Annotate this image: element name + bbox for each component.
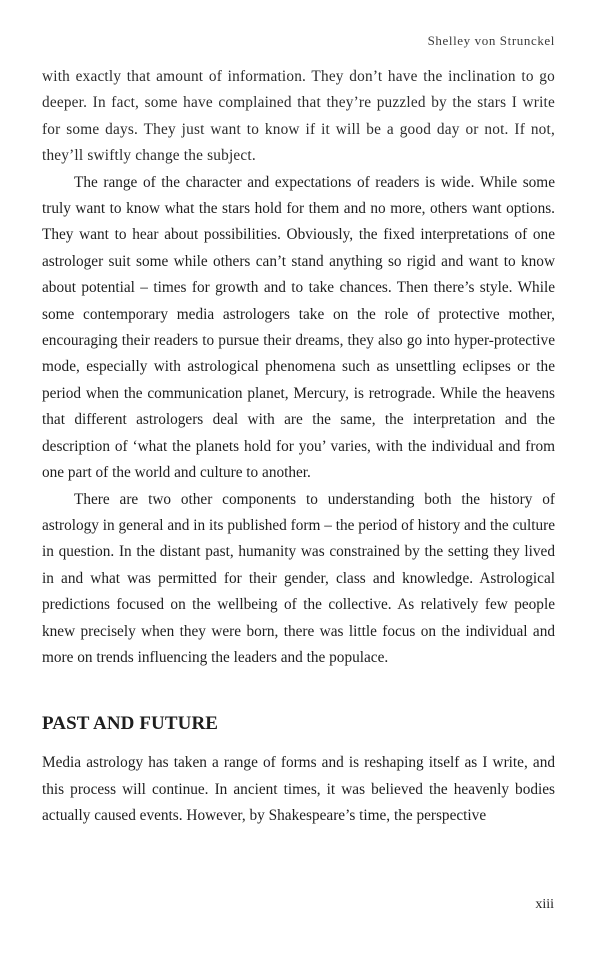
page-number: xiii bbox=[535, 897, 554, 912]
page-body bbox=[42, 64, 555, 830]
paragraph: The range of the character and expectations of readers is wide. While some truly want to know what the stars hold for them and no more, others want options. They want to hear about possibilities. Obviously, the fixed interpretations of one astrologer suit some while others can’t stand anything so rigid and want to know about potential – times for growth and to take chances. Then there’s style. While some contemporary media astrologers take on the role of protective mother, encouraging their readers to pursue their dreams, they also go into hyper-protective mode, especially with astrological phenomena such as unsettling eclipses or the period when the communication planet, Mercury, is retrograde. While the heavens that different astrologers deal with are the same, the interpretation and the description of ‘what the planets hold for you’ varies, with the individual and from one part of the world and culture to another. bbox=[42, 173, 555, 482]
section-paragraph: Media astrology has taken a range of forms and is reshaping itself as I write, and this process will continue. In ancient times, it was believed the heavenly bodies actually caused events. However, by Shakespeare’s time, the perspective bbox=[42, 754, 555, 825]
paragraph: There are two other components to understanding both the history of astrology in general and in its published form – the period of history and the culture in question. In the distant past, humanity was constrained by the setting they lived in and what was permitted for their gender, class and knowledge. Astrological predictions focused on the wellbeing of the collective. As relatively few people knew precisely when they were born, there was little focus on the individual and more on trends influencing the leaders and the populace. bbox=[42, 490, 555, 666]
running-head: Shelley von Strunckel bbox=[427, 33, 555, 48]
section-heading: PAST AND FUTURE bbox=[42, 713, 219, 735]
paragraph-continued: with exactly that amount of information. They don’t have the inclination to go deeper. In fact, some have complained that they’re puzzled by the stars I write for some days. They just want to know if it will be a good day or not. If not, they’ll swiftly change the subject. bbox=[42, 68, 555, 165]
